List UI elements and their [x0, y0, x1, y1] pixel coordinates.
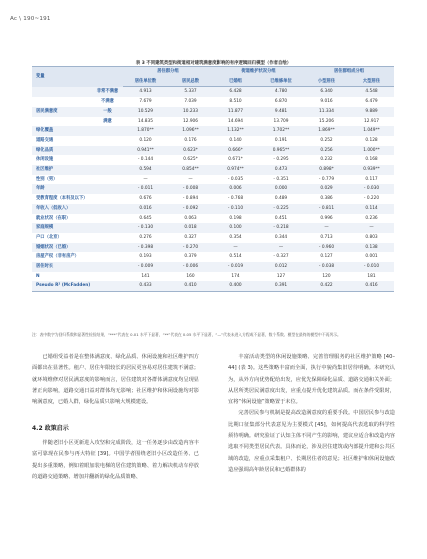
table-cell: - 0.351 — [273, 176, 289, 182]
table-cell: - 0.019 — [213, 262, 258, 272]
row-label: 婚姻状况（已婚） — [32, 243, 123, 253]
table-cell: 0.006 — [213, 184, 258, 194]
paragraph: 已婚组受益者是在整体满意度、绿化品质、休闲设施和社区维护四方面都出在显著性。租户、居住年限较长的居民更容易对居住建筑不满意；就环境维修对居民满意度的影响而言，居住建筑对各群体满意度均呈现显著正向影响，道路交通日益对群体均无影响；社区维护和休闲设施均对影响满意度，已婚人群，绿化品质只影响大规模建设。 — [32, 354, 199, 406]
table-cell: - 0.327 — [273, 254, 289, 260]
row-label: 居住时长 — [32, 262, 123, 272]
table-cell: 0.128 — [365, 137, 378, 143]
table-row — [32, 136, 394, 146]
table-cell: 160 — [186, 273, 195, 279]
table-cell: 12.917 — [364, 118, 380, 124]
table-cell: - 0.295 — [273, 157, 289, 163]
table-cell: 6.428 — [213, 87, 258, 97]
row-label: 道路交通 — [36, 137, 54, 143]
table-cell: 0.941** — [123, 146, 168, 156]
table-cell: - 0.008 — [168, 184, 213, 194]
row-label: 性别（男） — [36, 176, 58, 182]
table-row — [32, 97, 394, 107]
table-cell: - 0.130 — [123, 223, 168, 233]
table-cell: 0.410 — [168, 281, 213, 291]
table-cell: 6.340 — [304, 87, 349, 97]
table-cell: 0.176 — [184, 137, 197, 143]
row-label: 年收入（低收入） — [32, 204, 123, 214]
row-label: 受教育程度（本科及以下） — [36, 196, 88, 202]
table-cell: 10.233 — [168, 107, 213, 117]
left-column-bottom-text — [32, 438, 199, 483]
table-column-header: 已维修单位 — [258, 77, 304, 87]
row-label: 就业状况（在职） — [36, 215, 71, 221]
table-row — [32, 146, 394, 156]
table-cell: 0.379 — [184, 254, 197, 260]
table-cell: — — [258, 243, 304, 253]
table-column-header: 小型居住 — [304, 77, 349, 87]
table-cell: 0.001 — [365, 254, 378, 260]
row-sublabel: 满意 — [103, 118, 112, 124]
table-cell: 4.780 — [258, 87, 304, 97]
row-sublabel: 非常不满意 — [92, 87, 123, 97]
table-row — [32, 165, 394, 175]
table-caption: 表 3 不同建筑类型和街道相对建筑满意度影响的有序逻辑回归模型（作者自绘） — [135, 61, 292, 66]
table-cell: - 0.030 — [349, 184, 394, 194]
table-cell: 0.625* — [183, 157, 198, 163]
table-row — [32, 175, 394, 185]
table-cell: 0.391 — [258, 281, 304, 291]
table-cell: 0.344 — [274, 234, 288, 240]
table-cell: 0.012 — [258, 262, 304, 272]
table-cell: - 0.768 — [227, 196, 244, 202]
table-cell: 0.016 — [123, 204, 168, 214]
table-cell: 0.594 — [123, 165, 168, 175]
table-cell: 0.018 — [168, 223, 213, 233]
table-cell: 6.479 — [365, 99, 378, 105]
right-column-text — [228, 352, 395, 476]
table-cell: - 0.110 — [213, 204, 258, 214]
table-cell: 12.906 — [182, 118, 199, 124]
paragraph: 伴随老旧小区更新进入攻坚和完成阶段，这一任务逐步由改造内容丰富可靠现在民参与再大特征 [39]。中国学者围绕老旧小区改造任务、已提出多重策略，例如着眼加装电梯的居住建筑策略、着力解决机动车停放的道路交通策略、增加并翻新的绿化品质策略、 — [32, 440, 199, 480]
table-cell: 0.854** — [168, 165, 213, 175]
table-cell: 0.898* — [304, 165, 349, 175]
table-cell: 9.016 — [320, 99, 333, 105]
table-cell: 127 — [276, 273, 286, 279]
table-cell: — — [188, 176, 193, 182]
table-cell: 1.096** — [168, 126, 213, 136]
table-cell: 7.679 — [139, 99, 152, 105]
table-cell: 0.666* — [213, 146, 258, 156]
row-label: 居民满意度 — [32, 107, 92, 117]
table-group-header: 居住群组成分组 — [304, 67, 394, 77]
table-cell: 0.489 — [274, 196, 288, 202]
table-cell: 0.100 — [213, 223, 258, 233]
page-header: Ac \ 190~191 — [10, 16, 51, 22]
table-row — [32, 233, 394, 243]
table-cell: 141 — [141, 273, 150, 279]
table-row — [32, 194, 394, 204]
table-cell: — — [213, 243, 258, 253]
section-heading: 4.2 政策启示 — [32, 425, 69, 432]
table-cell: 0.252 — [320, 137, 333, 143]
row-sublabel: 不满意 — [101, 99, 114, 105]
table-cell: 0.117 — [365, 176, 378, 182]
paragraph: 丰富活动类型的休闲设施策略、完善管理服务的社区维护策略 [40–44] (表 3)。这些策略丰富而全面，执行中貌尚集旧居待明确。本研究认为，从外方向优势配给出发，应优先保障绿化品质、道路交通和关外面；从居所类居民满意度出发，应重点提升优化建筑品质。而在条件受限时，宜将“休闲设施”策略置于末位。 — [228, 354, 395, 406]
table-cell: 9.889 — [349, 107, 394, 117]
table-row — [32, 87, 394, 97]
table-cell: 1.132** — [213, 126, 258, 136]
table-note: 注：表中数字为回归系数和显著性检验结果，“***”代表在 0.01 水平下显著，“**”代表在 0.05 水平下显著，“—”代表未进入方程或不显著，数个系数、模型在最终的模型中不再列示。 — [32, 332, 341, 337]
left-column-top-text — [32, 352, 199, 408]
table-cell: - 0.270 — [168, 243, 213, 253]
table-cell: - 0.009 — [123, 262, 168, 272]
table-cell: 0.063 — [184, 215, 197, 221]
table-cell: 0.236 — [365, 215, 378, 221]
table-cell: 14.694 — [227, 118, 244, 124]
table-row — [32, 223, 394, 233]
table-cell: 0.127 — [320, 254, 333, 260]
table-cell: 4.548 — [349, 87, 394, 97]
table-cell: 6.870 — [274, 99, 288, 105]
table-cell: 120 — [322, 273, 331, 279]
table-cell: 1.870** — [123, 126, 168, 136]
table-cell: 0.138 — [349, 243, 394, 253]
table-corner-label: 变量 — [32, 67, 123, 87]
table-column-header: 大型居住 — [349, 77, 394, 87]
row-label: N — [36, 273, 40, 279]
table-cell: 0.671* — [228, 157, 243, 163]
row-label: 休闲设施 — [36, 157, 54, 163]
table-cell: 174 — [231, 273, 240, 279]
row-label: 户口（北京） — [36, 234, 62, 240]
table-cell: 0.191 — [274, 137, 288, 143]
table-cell: 0.327 — [184, 234, 197, 240]
table-cell: 0.029 — [304, 184, 349, 194]
table-cell: - 0.035 — [227, 176, 244, 182]
row-label — [32, 117, 92, 127]
table-cell: - 0.006 — [168, 262, 213, 272]
table-row — [32, 155, 394, 165]
row-label: 年龄 — [32, 184, 123, 194]
table-cell: - 0.220 — [363, 196, 380, 202]
table-cell: — — [349, 223, 394, 233]
table-cell: 9.481 — [258, 107, 304, 117]
table-cell: 10.529 — [123, 107, 168, 117]
row-label: 家庭规模 — [32, 223, 123, 233]
table-cell: 0.451 — [274, 215, 288, 221]
row-label: Pseudo R² (McFadden) — [32, 281, 123, 291]
row-label: 绿化覆盖 — [32, 126, 123, 136]
table-row — [32, 243, 394, 253]
table-cell: 1.702** — [258, 126, 304, 136]
table-cell: 1.000** — [349, 146, 394, 156]
table-row — [32, 107, 394, 117]
table-cell: 0.400 — [213, 281, 258, 291]
regression-table — [32, 66, 394, 292]
table-cell: 0.193 — [139, 254, 152, 260]
table-cell: 0.140 — [229, 137, 242, 143]
table-cell: - 0.225 — [258, 204, 304, 214]
row-label — [32, 87, 92, 97]
table-cell: 0.276 — [139, 234, 152, 240]
table-column-header: 居民总数 — [168, 77, 213, 87]
table-cell: 0.198 — [229, 215, 242, 221]
table-row — [32, 214, 394, 224]
table-cell: 0.645 — [139, 215, 152, 221]
table-cell: 13.709 — [273, 118, 289, 124]
table-cell: - 0.218 — [258, 223, 304, 233]
table-cell: 1.869** — [304, 126, 349, 136]
row-sublabel: 一般 — [92, 107, 123, 117]
table-row — [32, 281, 394, 291]
table-cell: 0.939** — [349, 165, 394, 175]
table-cell: 0.803 — [365, 234, 378, 240]
table-row — [32, 262, 394, 272]
row-label: 房屋产权（非有房产） — [36, 254, 79, 260]
table-group-header: 居住群分组 — [123, 67, 213, 77]
table-cell: 0.416 — [349, 281, 394, 291]
table-group-header: 街道维护状况分组 — [213, 67, 304, 77]
table-cell: 0.120 — [139, 137, 152, 143]
table-cell: - 0.960 — [304, 243, 349, 253]
table-cell: 0.232 — [320, 157, 333, 163]
table-cell: 0.354 — [229, 234, 242, 240]
table-cell: 4.913 — [123, 87, 168, 97]
table-cell: — — [143, 176, 148, 182]
table-cell: 1.049** — [349, 126, 394, 136]
table-row — [32, 184, 394, 194]
table-cell: 14.835 — [137, 118, 154, 124]
table-cell: — — [304, 223, 349, 233]
table-cell: 181 — [367, 273, 376, 279]
table-cell: - 0.092 — [168, 204, 213, 214]
table-cell: 0.256 — [304, 146, 349, 156]
table-cell: 5.337 — [168, 87, 213, 97]
table-cell: 0.623* — [168, 146, 213, 156]
table-cell: - 0.144 — [137, 157, 154, 163]
table-cell: 0.114 — [349, 204, 394, 214]
table-cell: - 0.398 — [123, 243, 168, 253]
table-cell: - 0.811 — [304, 204, 349, 214]
table-column-header: 居住单位数 — [123, 77, 168, 87]
table-row — [32, 252, 394, 262]
row-label: 社区维护 — [32, 165, 123, 175]
table-row — [32, 272, 394, 282]
table-cell: 0.676 — [139, 196, 152, 202]
table-cell: - 0.894 — [182, 196, 199, 202]
table-cell: 7.039 — [184, 99, 197, 105]
table-cell: 0.514 — [229, 254, 242, 260]
table-cell: - 0.038 — [304, 262, 349, 272]
table-cell: 0.168 — [365, 157, 378, 163]
table-cell: 0.386 — [320, 196, 333, 202]
row-label: 绿化品质 — [32, 146, 123, 156]
table-cell: - 0.011 — [123, 184, 168, 194]
table-cell: 11.877 — [213, 107, 258, 117]
table-cell: 0.965** — [258, 146, 304, 156]
table-column-header: 已婚组 — [213, 77, 258, 87]
table-cell: 0.996 — [320, 215, 333, 221]
table-row — [32, 204, 394, 214]
table-row — [32, 126, 394, 136]
table-cell: 0.974** — [213, 165, 258, 175]
table-cell: 0.000 — [258, 184, 304, 194]
table-cell: 0.713 — [320, 234, 333, 240]
table-row — [32, 117, 394, 127]
table-cell: 8.510 — [229, 99, 242, 105]
table-cell: 15.206 — [318, 118, 335, 124]
table-cell: 0.473 — [258, 165, 304, 175]
table-cell: 0.433 — [123, 281, 168, 291]
row-label — [32, 97, 92, 107]
paragraph: 完善居民参与机制是提高改造满意度的重要手段。中国居民参与改造比期口征集部分代表意见为主要模式 [45]，如何提高代表选取的科学性须待明确。研究验证了认知主体不同产生的影响，建议应适合和改造内容选取不同类型居民代表。具体而论，涉及居住建筑或内部提升建和公共区域的改造，应重点采集租户、长期居住者的意见；社区维护和休闲设施改造应强调高年龄居民和已婚群体的 — [228, 410, 395, 473]
table-cell: 0.422 — [304, 281, 349, 291]
table-cell: - 0.010 — [349, 262, 394, 272]
table-cell: - 0.779 — [318, 176, 335, 182]
table-cell: 11.334 — [304, 107, 349, 117]
